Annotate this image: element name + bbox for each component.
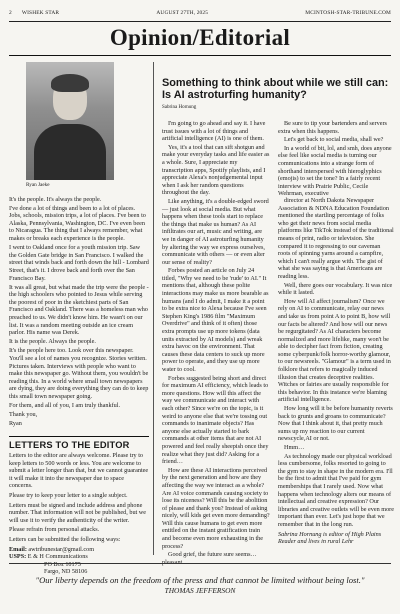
press-freedom-quote: [9, 575, 391, 596]
article-paragraph: I'm going to go ahead and say it. I have trust issues with a lot of things and artificial intelligence (AI) is one of them.: [162, 120, 266, 143]
paper-name: WISHEK STAR: [21, 10, 60, 16]
article-paragraph: Like anything, it's a double-edged sword — just look at social media. But what happens when these tools start to replace the things that make us human? As AI infiltrates our art, music and writing, are we in danger of AI astroturfing humanity by altering the way we express ourselves, communicate with others — or even alter our sense of reality?: [162, 197, 269, 266]
author-bio: Sabrina Hornung is editor of High Plains Reader and lives in rural Lehr: [278, 530, 382, 546]
article-paragraph: Forbes suggested being short and direct for maximum AI efficiency, which leads to more questions. How will this affect the way we communicate and interact with each other? Since we're on the topic, is it weird to anyone else that we're tossing out commands to inanimate objects? Has anyone else actually started to bark commands at other items that are not AI powered and feel really sheepish once they realize what they just did? Asking for a friend…: [162, 374, 269, 466]
article-paragraph: Forbes posted an article on July 24 titled, "Why we need to be 'rude' to AI." It mentions that, although these polite interactions may make us more bearable as humans (and I do admit, I make it a point to be extra nice to Alexa because I've seen Stephen King's 1986 film "Maximum Overdrive" and think of it often) those extra prompts use up more tokens (data units extracted by AI models) and wreak extra havoc on the environment. That causes these data centers to suck up more power to operate, and they use up more water to cool.: [162, 267, 269, 373]
letters-paragraph: Letters must be signed and include address and phone number. That information will not be published, but we will use it to verify the authenticity of the writer.: [9, 501, 147, 524]
quote-author: THOMAS JEFFERSON: [164, 586, 236, 595]
article-paragraph: Yes, it's a tool that can sift shotgun and make your everyday tasks and life easier as a whole. Sure, I appreciate my transcription apps, Spotify playlists, and I appreciate Alexa's nonjudgemental input when I ask her random questions throughout the day.: [162, 143, 270, 197]
letters-title: LETTERS TO THE EDITOR: [9, 436, 149, 450]
website-link[interactable]: MCINTOSH-STAR-TRIBUNE.COM: [305, 10, 391, 16]
editor-column: [9, 62, 149, 429]
article-paragraph: In a world of bit, lol, and smh, does anyone else feel like social media is turning our communications into a strange form of shorthand interspersed with hieroglyphics (emojis) to set the tone? In a fairly recent interview with Prairie Public, Cecile Wehrman, executive: [278, 144, 392, 198]
issue-date: AUGUST 27TH, 2025: [156, 10, 209, 16]
article-paragraph: As technology made our physical workload less cumbersome, folks resorted to going to the gym to stay in shape in the modern era. I'll be the first to admit that I've paid for gym memberships that I rarely used. Now what happens when technology alters our means of intellectual and creative expression? Our libraries and creative outlets will be even more important than ever. Let's just hope that we remember that in the long run.: [278, 452, 394, 528]
article-paragraph: How long will it be before humanity reverts back to grunts and groans to communicate? Now that I think about it, that pretty much sums up my reaction to our current newscycle,AI or not.: [278, 405, 393, 443]
letters-policy: [9, 452, 149, 576]
quote-text: "Our liberty depends on the freedom of the press and that cannot be limited without being lost.": [35, 575, 365, 586]
editor-paragraph: I went to Oakland once for a youth mission trip. Saw the Golden Gate bridge in San Francisco. I walked the street that winds back and forth down the hill - Lombard Street, that's it. I drove back and forth over the San Francisco Bay.: [9, 244, 149, 282]
photo-caption: Ryan Jaeke: [26, 182, 50, 188]
article-paragraph: How will AI affect journalism? Once we rely on AI to communicate, relay our news and take us from point A to point B, how will our facts be altered? And how will our news be regurgitated? As AI characters become normalized and more lifelike, many won't be able to decipher fact from fiction, creating some cyberpunk/folk horror-worthy glamour, to our newsreels. "Glamour" is a term used in folklore that refers to magically induced illusion that creates deceptive realities. Witches or fairies are usually responsible for this behavior. In this instance we're blaming artificial intelligence.: [278, 297, 391, 404]
footer-quote-box: [9, 560, 391, 608]
editor-paragraph: It is the people. Always the people.: [9, 338, 96, 346]
article-column-left: [162, 120, 270, 567]
section-title: Opinion/Editorial: [109, 25, 291, 50]
editor-paragraph: It was all great, but what made the trip were the people - the high schoolers who pointed to Jesus while serving the poorest of poor in the sketchiest parts of San Francisco and Oakland. There was a homeless man who preached to us. We didn't know him. He wasn't on our list. It was a random meeting outside an ice cream parlor. His name was Derek.: [9, 283, 149, 337]
editor-signature: Ryan: [9, 420, 22, 428]
letters-paragraph: Please try to keep your letter to a single subject.: [9, 491, 128, 499]
article-byline: Sabrina Hornung: [162, 105, 197, 110]
email-line: [9, 546, 149, 554]
letters-paragraph: Letters can be submitted the following ways:: [9, 535, 121, 543]
article-paragraph: How are these AI interactions perceived by the next generation and how are they affecting the way we interact as a whole? Are AI voice commands causing society to lose its niceness? Will this be the abolition of please and thank you? Instead of asking nicely, will kids get even more demanding? Will this cause humans to get even more entitled on the instant gratification train and become even more exhausting in the process?: [162, 466, 270, 550]
page-header: [9, 8, 391, 18]
section-rule: [9, 55, 391, 56]
article-paragraph: Be sure to tip your bartenders and servers extra when this happens.: [278, 120, 387, 135]
article-paragraph: Let's get back to social media, shall we?: [284, 136, 384, 144]
article-paragraph: director at North Dakota Newspaper Association & NDNA Education Foundation mentioned the startling percentage of folks who get their news from social media platforms like TikTok instead of the traditional means of print, radio or television. She compared it to regressing to our caveman roots of spinning yarns around a campfire, which I can't really argue with. The gist of what she was saying is that Americans are reading less.: [278, 197, 394, 280]
article-headline: Something to think about while we still can: Is AI astroturfing humanity?: [162, 77, 389, 102]
email-label: Email:: [9, 545, 27, 553]
editor-paragraph: I've done a lot of things and been to a lot of places. Jobs, schools, mission trips, a lot of places. I've been to Alaska, Pennsylvania, Washington, DC. I've even been to Nicaragua. The thing that I always remember, what makes or breaks each experience is the people.: [9, 204, 146, 243]
address-line-2: Fargo, ND 58106: [44, 568, 88, 576]
column-divider: [153, 62, 154, 555]
editor-paragraph: For them, and all of you, I am truly thankful.: [9, 402, 121, 410]
usps-label: USPS:: [9, 553, 27, 561]
email-address[interactable]: awtribunestar@gmail.com: [28, 545, 95, 553]
article-paragraph: Good grief, the future sure seems…pleasant.: [162, 551, 257, 566]
article-column-right-top: [278, 120, 394, 199]
header-rule: [9, 21, 391, 22]
usps-line: [9, 553, 149, 561]
editor-signoff: Thank you,: [9, 411, 38, 419]
usps-name: E & H Communications: [27, 553, 88, 561]
letters-paragraph: Letters to the editor are always welcome. Please try to keep letters to 500 words or less. You are welcome to submit a letter longer than that, but we cannot guarantee it will make it into the newspaper due to space concerns.: [9, 452, 149, 490]
editor-paragraph: It's the people. It's always the people.: [9, 195, 102, 203]
letters-paragraph: Please refrain from personal attacks.: [9, 526, 100, 534]
article-paragraph: Well, there goes our vocabulary. It was nice while it lasted.: [278, 281, 393, 297]
editor-photo: [26, 62, 114, 180]
address-line-1: PO Box 10175: [44, 560, 81, 568]
article-column-right: [278, 197, 394, 547]
article-paragraph: Hmm…: [284, 444, 305, 451]
editor-paragraph: It's the people here too. Look over this newspaper. You'll see a lot of names you recognize. Stories written. Pictures taken. Interviews with people who want to make this newspaper go. Without them, you wouldn't be reading this. In a world where small town newspapers are dying, they are doing everything they can do to keep this small town newspaper going.: [9, 347, 149, 400]
page-number: 2: [9, 10, 12, 16]
